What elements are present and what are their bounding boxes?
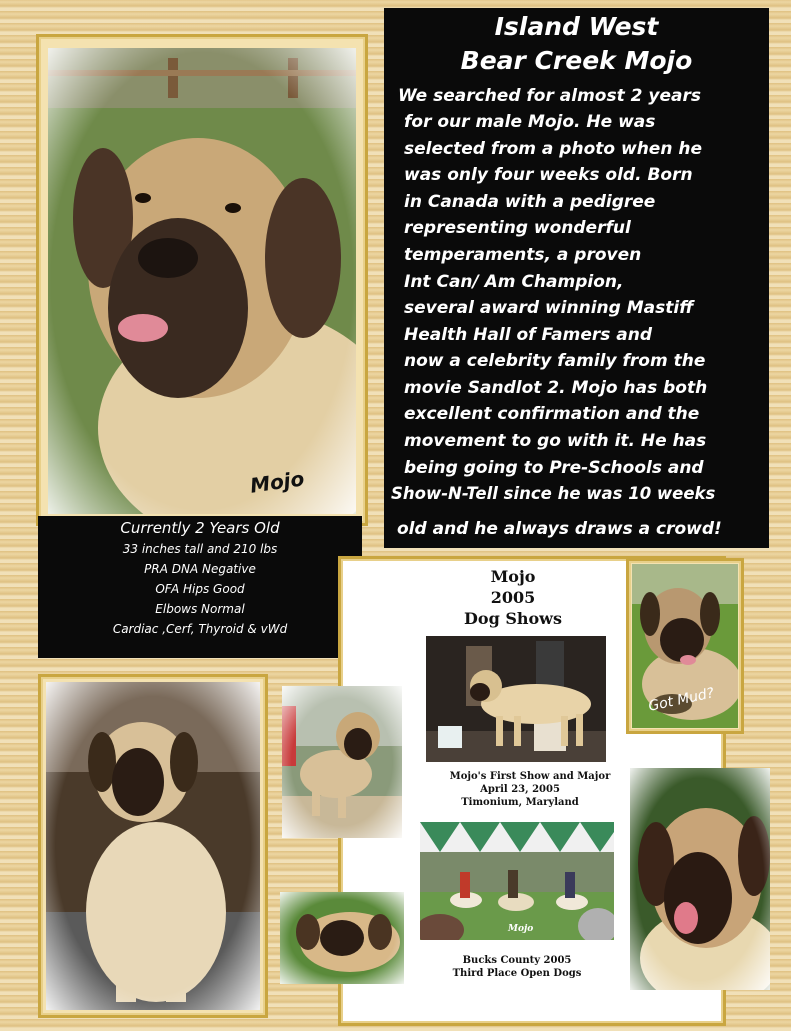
story-line: was only four weeks old. Born [404, 165, 693, 185]
story-line: in Canada with a pedigree [404, 192, 656, 212]
stats-box [38, 516, 362, 658]
first-show-photo [426, 636, 606, 762]
first-show-caption-line: Mojo's First Show and Major [449, 771, 611, 782]
second-show-caption-line: Bucks County 2005 [462, 955, 572, 966]
story-line: temperaments, a proven [404, 245, 642, 265]
main-photo-caption: Mojo [248, 466, 306, 498]
story-line: Int Can/ Am Champion, [404, 272, 624, 292]
story-line: Show-N-Tell since he was 10 weeks [391, 484, 716, 503]
stats-line: OFA Hips Good [155, 582, 245, 596]
story-line: old and he always draws a crowd! [397, 519, 722, 539]
story-line: for our male Mojo. He was [404, 112, 656, 132]
first-show-caption-line: Timonium, Maryland [461, 797, 579, 808]
stats-heading: Currently 2 Years Old [120, 519, 280, 537]
title-line-2: Bear Creek Mojo [460, 46, 693, 75]
story-line: representing wonderful [404, 218, 631, 238]
stats-line: PRA DNA Negative [144, 562, 256, 576]
first-show-caption-line: April 23, 2005 [480, 784, 560, 795]
second-show-photo-caption: Mojo [508, 924, 534, 934]
story-line: We searched for almost 2 years [398, 86, 701, 106]
shows-heading-line: Mojo [490, 567, 536, 586]
standing-puppy-photo [282, 686, 402, 838]
second-show-caption-line: Third Place Open Dogs [452, 968, 582, 979]
shows-heading [440, 566, 586, 629]
title-line-1: Island West [494, 12, 659, 41]
shows-heading-line: 2005 [490, 588, 536, 607]
second-show-photo [420, 822, 614, 940]
sitting-puppy-photo [46, 682, 260, 1010]
second-show-caption [420, 954, 614, 980]
story-line: movement to go with it. He has [404, 431, 707, 451]
story-line: selected from a photo when he [404, 139, 702, 159]
shows-heading-line: Dog Shows [464, 609, 562, 628]
stats-line: Elbows Normal [155, 602, 245, 616]
mud-photo-caption: Got Mud? [647, 685, 716, 715]
story-line: being going to Pre-Schools and [404, 458, 704, 478]
story-line: several award winning Mastiff [404, 298, 694, 318]
story-line: movie Sandlot 2. Mojo has both [404, 378, 708, 398]
lying-puppy-photo [280, 892, 404, 984]
story-line: Health Hall of Famers and [404, 325, 653, 345]
first-show-caption [430, 770, 630, 809]
stats-line: 33 inches tall and 210 lbs [122, 542, 278, 556]
main-photo-mojo-portrait [48, 48, 356, 514]
story-line: excellent confirmation and the [404, 404, 700, 424]
story-line: now a celebrity family from the [404, 351, 706, 371]
stats-line: Cardiac ,Cerf, Thyroid & vWd [112, 622, 288, 636]
tongue-out-portrait [630, 768, 770, 990]
